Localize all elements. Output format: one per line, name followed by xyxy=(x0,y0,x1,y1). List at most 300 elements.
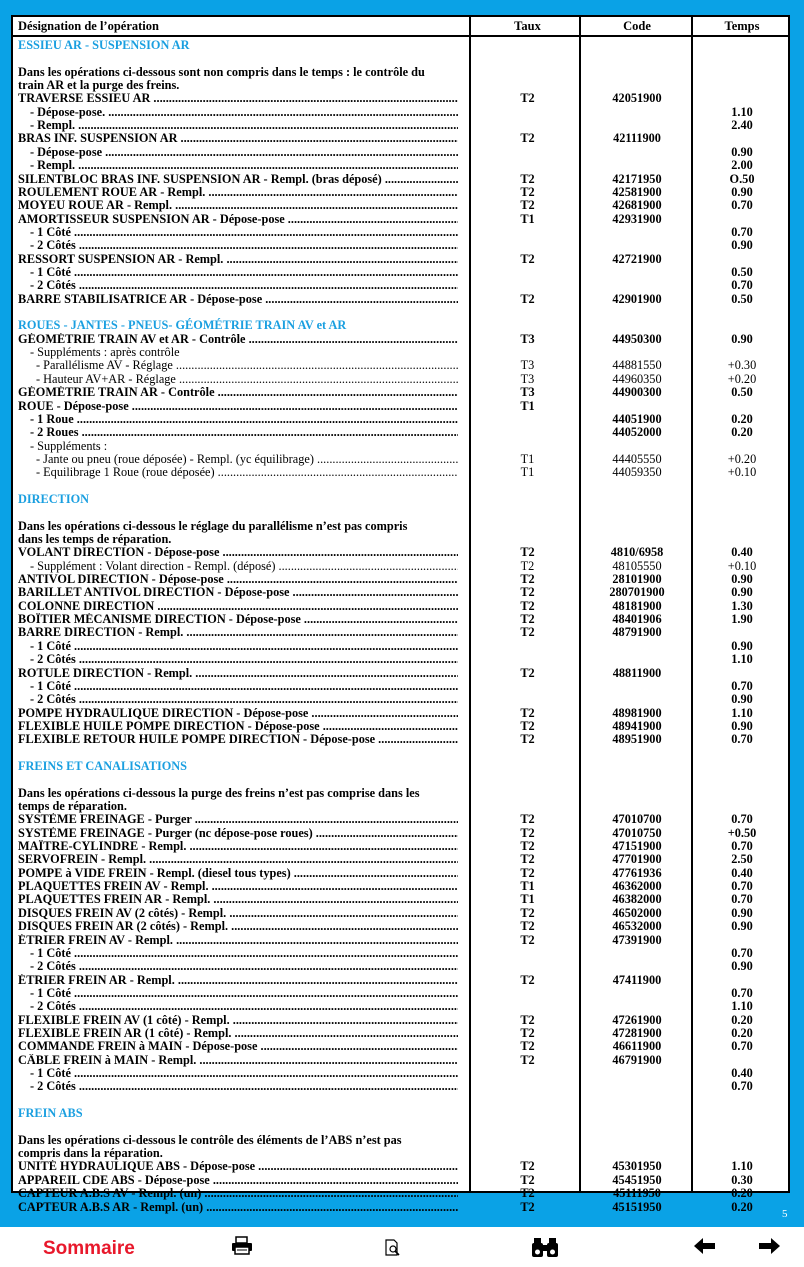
cell-designation: COMMANDE FREIN à MAIN - Dépose-pose ..... xyxy=(18,1040,458,1053)
cell-taux: T2 xyxy=(520,184,535,199)
cell-taux: T1 xyxy=(520,211,535,226)
table-row xyxy=(13,893,788,906)
cell-designation: SYSTÈME FREINAGE - Purger ..... xyxy=(18,813,458,826)
header-designation: Désignation de l’opération xyxy=(18,19,159,33)
header-temps: Temps xyxy=(724,19,760,33)
cell-code: 48401906 xyxy=(612,612,662,627)
cell-designation: AMORTISSEUR SUSPENSION AR - Dépose-pose ..... xyxy=(18,213,458,226)
table-row xyxy=(13,840,788,853)
cell-code: 42111900 xyxy=(613,131,661,146)
table-row xyxy=(13,546,788,559)
cell-taux: T1 xyxy=(520,398,535,413)
cell-designation: train AR et la purge des freins. xyxy=(18,78,180,92)
cell-taux: T3 xyxy=(520,371,535,386)
cell-taux: T2 xyxy=(520,198,535,213)
cell-designation: - 2 Côtés ..... xyxy=(18,653,458,666)
table-row xyxy=(13,333,788,346)
cell-temps: 0.20 xyxy=(731,425,753,440)
cell-code: 45151950 xyxy=(612,1199,662,1214)
cell-code: 42171950 xyxy=(612,171,662,186)
cell-taux: T2 xyxy=(520,665,535,680)
table-row xyxy=(13,186,788,199)
table-row xyxy=(13,1174,788,1187)
cell-taux: T2 xyxy=(520,1172,535,1187)
cell-temps: 0.70 xyxy=(731,732,753,747)
cell-code: 48811900 xyxy=(612,665,662,680)
cell-temps: +0.30 xyxy=(727,358,757,373)
cell-temps: 0.70 xyxy=(731,879,753,894)
supplement-label xyxy=(13,440,788,453)
supplement-row xyxy=(13,359,788,372)
cell-designation: GÉOMÉTRIE TRAIN AR - Contrôle ..... xyxy=(18,386,458,399)
supplement-row xyxy=(13,560,788,573)
table-row xyxy=(13,386,788,399)
cell-taux: T2 xyxy=(520,545,535,560)
section-heading xyxy=(13,760,788,773)
cell-temps: 0.50 xyxy=(731,291,753,306)
table-row xyxy=(13,253,788,266)
table-row xyxy=(13,199,788,212)
cell-designation: DISQUES FREIN AR (2 côtés) - Rempl. ..... xyxy=(18,920,458,933)
cell-taux: T2 xyxy=(520,558,535,573)
cell-designation: ÉTRIER FREIN AR - Rempl. ..... xyxy=(18,974,458,987)
arrow-right-icon[interactable] xyxy=(758,1238,780,1259)
cell-taux: T2 xyxy=(520,291,535,306)
cell-temps: 0.30 xyxy=(731,1172,753,1187)
table-row xyxy=(13,733,788,746)
table-row xyxy=(13,293,788,306)
cell-designation: ROUES - JANTES - PNEUS- GÉOMÉTRIE TRAIN AV et AR xyxy=(18,318,347,333)
table-subrow xyxy=(13,680,788,693)
cell-temps: 0.40 xyxy=(731,865,753,880)
section-note xyxy=(13,1134,788,1147)
cell-temps: 0.70 xyxy=(731,839,753,853)
table-row xyxy=(13,600,788,613)
cell-temps: 0.90 xyxy=(731,959,753,974)
cell-temps: 0.50 xyxy=(731,385,753,400)
cell-code: 47010750 xyxy=(612,825,662,840)
cell-designation: - 1 Côté ..... xyxy=(18,640,458,653)
cell-code: 44900300 xyxy=(612,385,662,400)
cell-temps: 0.90 xyxy=(731,331,753,346)
table-row xyxy=(13,707,788,720)
cell-designation: - 1 Roue ..... xyxy=(18,413,458,426)
cell-designation: - 2 Côtés ..... xyxy=(18,239,458,252)
cell-designation: FREINS ET CANALISATIONS xyxy=(18,758,188,773)
cell-designation: - Suppléments : xyxy=(30,439,108,453)
section-note xyxy=(13,79,788,92)
table-row xyxy=(13,974,788,987)
cell-taux: T2 xyxy=(520,905,535,920)
cell-taux: T2 xyxy=(520,972,535,987)
cell-designation: - Hauteur AV+AR - Réglage ..... xyxy=(18,373,458,386)
section-note xyxy=(13,800,788,813)
cell-code: 44950300 xyxy=(612,331,662,346)
cell-designation: COLONNE DIRECTION ..... xyxy=(18,600,458,613)
cell-temps: 0.70 xyxy=(731,1039,753,1054)
cell-temps: 1.10 xyxy=(731,652,753,667)
table-row xyxy=(13,626,788,639)
printer-icon[interactable] xyxy=(231,1236,253,1261)
section-heading xyxy=(13,39,788,52)
cell-code: 44059350 xyxy=(612,465,662,480)
cell-code: 47281900 xyxy=(612,1025,662,1040)
cell-designation: SYSTÈME FREINAGE - Purger (nc dépose-pose roues) ..... xyxy=(18,827,458,840)
cell-taux: T3 xyxy=(520,331,535,346)
search-page-icon[interactable] xyxy=(384,1239,402,1262)
cell-designation: - Rempl. ..... xyxy=(18,159,458,172)
table-subrow xyxy=(13,947,788,960)
cell-code: 48981900 xyxy=(612,705,662,720)
cell-taux: T1 xyxy=(520,465,535,480)
cell-designation: FLEXIBLE FREIN AV (1 côté) - Rempl. ..... xyxy=(18,1014,458,1027)
cell-designation: RESSORT SUSPENSION AR - Rempl. ..... xyxy=(18,253,458,266)
cell-designation: - 1 Côté ..... xyxy=(18,680,458,693)
table-subrow xyxy=(13,987,788,1000)
cell-code: 42681900 xyxy=(612,198,662,213)
cell-code: 42581900 xyxy=(612,184,662,199)
cell-taux: T2 xyxy=(520,612,535,627)
cell-designation: ROTULE DIRECTION - Rempl. ..... xyxy=(18,667,458,680)
cell-taux: T1 xyxy=(520,879,535,894)
cell-temps: 0.70 xyxy=(731,678,753,693)
cell-designation: - 1 Côté ..... xyxy=(18,1067,458,1080)
cell-designation: APPAREIL CDE ABS - Dépose-pose ..... xyxy=(18,1174,458,1187)
cell-code: 48181900 xyxy=(612,598,662,613)
cell-temps: 1.10 xyxy=(731,104,753,119)
cell-temps: 1.10 xyxy=(731,705,753,720)
cell-code: 47151900 xyxy=(612,839,662,853)
cell-designation: CAPTEUR A.B.S AR - Rempl. (un) ..... xyxy=(18,1201,458,1214)
cell-designation: - Suppléments : après contrôle xyxy=(30,346,180,360)
cell-designation: FLEXIBLE RETOUR HUILE POMPE DIRECTION - Dépose-pose ..... xyxy=(18,733,458,746)
cell-temps: 1.90 xyxy=(731,612,753,627)
cell-designation: - Dépose-pose. ..... xyxy=(18,106,458,119)
cell-designation: Dans les opérations ci-dessous sont non compris dans le temps : le contrôle du xyxy=(18,64,425,79)
section-note xyxy=(13,66,788,79)
cell-temps: 0.40 xyxy=(731,545,753,560)
cell-code: 44960350 xyxy=(612,371,662,386)
cell-code: 42721900 xyxy=(612,251,662,266)
table-subrow xyxy=(13,640,788,653)
table-subrow xyxy=(13,106,788,119)
table-subrow xyxy=(13,159,788,172)
cell-designation: FREIN ABS xyxy=(18,1106,83,1120)
table-row xyxy=(13,132,788,145)
cell-temps: 1.30 xyxy=(731,598,753,613)
table-row xyxy=(13,92,788,105)
cell-designation: Dans les opérations ci-dessous le contrôle des éléments de l’ABS n’est pas xyxy=(18,1132,402,1147)
section-note xyxy=(13,533,788,546)
cell-code: 280701900 xyxy=(609,585,665,600)
document-page xyxy=(11,15,790,1214)
table-row xyxy=(13,853,788,866)
cell-temps: +0.20 xyxy=(727,371,757,386)
cell-temps: 0.90 xyxy=(731,184,753,199)
cell-designation: - 2 Côtés ..... xyxy=(18,1080,458,1093)
cell-taux: T2 xyxy=(520,865,535,880)
cell-temps: 0.90 xyxy=(731,638,753,653)
cell-taux: T2 xyxy=(520,919,535,934)
cell-designation: - Rempl. ..... xyxy=(18,119,458,132)
cell-designation: ÉTRIER FREIN AV - Rempl. ..... xyxy=(18,934,458,947)
cell-designation: POMPE à VIDE FREIN - Rempl. (diesel tous types) ..... xyxy=(18,867,458,880)
cell-code: 44051900 xyxy=(612,411,662,426)
cell-taux: T2 xyxy=(520,91,535,106)
table-subrow xyxy=(13,146,788,159)
cell-temps: 0.90 xyxy=(731,919,753,934)
cell-designation: - 1 Côté ..... xyxy=(18,987,458,1000)
cell-designation: BARRE STABILISATRICE AR - Dépose-pose ..... xyxy=(18,293,458,306)
cell-code: 44405550 xyxy=(612,451,662,466)
cell-temps: 0.20 xyxy=(731,411,753,426)
cell-taux: T2 xyxy=(520,812,535,827)
cell-temps: 0.70 xyxy=(731,1079,753,1094)
table-row xyxy=(13,613,788,626)
cell-code: 48105550 xyxy=(612,558,662,573)
table-row xyxy=(13,880,788,893)
cell-taux: T2 xyxy=(520,171,535,186)
cell-code: 46532000 xyxy=(612,919,662,934)
cell-taux: T2 xyxy=(520,1199,535,1214)
cell-temps: 0.70 xyxy=(731,224,753,239)
table-row xyxy=(13,1187,788,1200)
cell-code: 46502000 xyxy=(612,905,662,920)
cell-designation: - Supplément : Volant direction - Rempl. (déposé) ..... xyxy=(18,560,458,573)
cell-taux: T1 xyxy=(520,451,535,466)
section-note xyxy=(13,520,788,533)
cell-temps: 0.70 xyxy=(731,985,753,1000)
cell-designation: CÂBLE FREIN à MAIN - Rempl. ..... xyxy=(18,1054,458,1067)
cell-code: 4810/6958 xyxy=(610,545,664,560)
cell-designation: TRAVERSE ESSIEU AR ..... xyxy=(18,92,458,105)
cell-designation: VOLANT DIRECTION - Dépose-pose ..... xyxy=(18,546,458,559)
table-row xyxy=(13,1201,788,1214)
cell-code: 47761936 xyxy=(612,865,662,880)
cell-taux: T2 xyxy=(520,825,535,840)
cell-taux: T2 xyxy=(520,1025,535,1040)
cell-code: 46791900 xyxy=(612,1052,662,1067)
cell-temps: 0.70 xyxy=(731,892,753,907)
cell-code: 44052000 xyxy=(612,425,662,440)
cell-temps: 0.50 xyxy=(731,264,753,279)
cell-temps: +0.10 xyxy=(727,558,757,573)
cell-code: 45111950 xyxy=(613,1186,661,1201)
cell-temps: 1.10 xyxy=(731,999,753,1014)
table-subrow xyxy=(13,693,788,706)
cell-designation: CAPTEUR A.B.S AV - Rempl. (un) ..... xyxy=(18,1187,458,1200)
table-row xyxy=(13,667,788,680)
table-row xyxy=(13,720,788,733)
cell-designation: POMPE HYDRAULIQUE DIRECTION - Dépose-pose ..... xyxy=(18,707,458,720)
cell-designation: ANTIVOL DIRECTION - Dépose-pose ..... xyxy=(18,573,458,586)
supplement-row xyxy=(13,373,788,386)
cell-designation: SILENTBLOC BRAS INF. SUSPENSION AR - Rempl. (bras déposé) ..... xyxy=(18,173,458,186)
cell-taux: T2 xyxy=(520,1012,535,1027)
cell-code: 45451950 xyxy=(612,1172,662,1187)
cell-temps: 0.20 xyxy=(731,1199,753,1214)
cell-temps: 2.00 xyxy=(731,158,753,173)
cell-temps: 1.10 xyxy=(731,1159,753,1174)
cell-designation: - Dépose-pose ..... xyxy=(18,146,458,159)
cell-code: 48951900 xyxy=(612,732,662,747)
table-subrow xyxy=(13,226,788,239)
cell-designation: - 1 Côté ..... xyxy=(18,266,458,279)
cell-temps: 0.70 xyxy=(731,278,753,293)
cell-taux: T2 xyxy=(520,1052,535,1067)
cell-taux: T2 xyxy=(520,1159,535,1174)
cell-designation: ESSIEU AR - SUSPENSION AR xyxy=(18,38,190,52)
cell-designation: Dans les opérations ci-dessous le réglage du parallélisme n’est pas compris xyxy=(18,518,408,533)
cell-temps: 0.20 xyxy=(731,1012,753,1027)
cell-designation: UNITÉ HYDRAULIQUE ABS - Dépose-pose ..... xyxy=(18,1160,458,1173)
table-row xyxy=(13,1040,788,1053)
cell-temps: 0.20 xyxy=(731,1186,753,1201)
cell-taux: T2 xyxy=(520,251,535,266)
cell-taux: T3 xyxy=(520,358,535,373)
cell-designation: GÉOMÉTRIE TRAIN AV et AR - Contrôle ..... xyxy=(18,333,458,346)
cell-temps: +0.10 xyxy=(727,465,757,480)
cell-designation: ROUE - Dépose-pose ..... xyxy=(18,400,458,413)
header-code: Code xyxy=(623,19,651,33)
table-row xyxy=(13,920,788,933)
cell-designation: compris dans la réparation. xyxy=(18,1146,163,1161)
cell-temps: 0.90 xyxy=(731,144,753,159)
cell-code: 42051900 xyxy=(612,91,662,106)
cell-designation: FLEXIBLE FREIN AR (1 côté) - Rempl. ..... xyxy=(18,1027,458,1040)
cell-taux: T2 xyxy=(520,932,535,947)
table-subrow xyxy=(13,413,788,426)
cell-taux: T2 xyxy=(520,625,535,640)
cell-designation: - 1 Côté ..... xyxy=(18,947,458,960)
cell-designation: SERVOFREIN - Rempl. ..... xyxy=(18,853,458,866)
table-row xyxy=(13,813,788,826)
supplement-row xyxy=(13,453,788,466)
cell-designation: FLEXIBLE HUILE POMPE DIRECTION - Dépose-pose ..... xyxy=(18,720,458,733)
cell-taux: T2 xyxy=(520,852,535,867)
table-subrow xyxy=(13,653,788,666)
table-row xyxy=(13,1014,788,1027)
table-subrow xyxy=(13,1067,788,1080)
cell-taux: T2 xyxy=(520,705,535,720)
table-row xyxy=(13,213,788,226)
cell-code: 28101900 xyxy=(612,572,662,586)
arrow-left-icon[interactable] xyxy=(694,1238,716,1259)
cell-temps: 0.70 xyxy=(731,198,753,213)
cell-designation: BARILLET ANTIVOL DIRECTION - Dépose-pose ..... xyxy=(18,586,458,599)
supplement-row xyxy=(13,466,788,479)
table-row xyxy=(13,173,788,186)
table-header xyxy=(13,17,788,37)
supplement-label xyxy=(13,346,788,359)
cell-designation: DISQUES FREIN AV (2 côtés) - Rempl. ..... xyxy=(18,907,458,920)
section-note xyxy=(13,1147,788,1160)
table-subrow xyxy=(13,426,788,439)
section-note xyxy=(13,787,788,800)
cell-designation: - Jante ou pneu (roue déposée) - Rempl. (yc équilibrage) ..... xyxy=(18,453,458,466)
cell-taux: T2 xyxy=(520,718,535,733)
section-heading xyxy=(13,319,788,332)
table-row xyxy=(13,827,788,840)
cell-code: 42901900 xyxy=(612,291,662,306)
cell-temps: 0.40 xyxy=(731,1066,753,1080)
cell-designation: - 1 Côté ..... xyxy=(18,226,458,239)
cell-designation: ROULEMENT ROUE AR - Rempl. ..... xyxy=(18,186,458,199)
cell-temps: 0.90 xyxy=(731,718,753,733)
cell-taux: T1 xyxy=(520,892,535,907)
page-number: 5 xyxy=(782,1208,788,1220)
table-subrow xyxy=(13,266,788,279)
cell-temps: 0.20 xyxy=(731,1025,753,1040)
cell-code: 47411900 xyxy=(612,972,662,987)
cell-code: 47391900 xyxy=(612,932,662,947)
cell-designation: Dans les opérations ci-dessous la purge des freins n’est pas comprise dans les xyxy=(18,785,420,800)
table-row xyxy=(13,586,788,599)
header-taux: Taux xyxy=(514,19,541,33)
cell-temps: 0.90 xyxy=(731,905,753,920)
footer-nav xyxy=(0,1227,804,1267)
section-heading xyxy=(13,493,788,506)
cell-code: 47010700 xyxy=(612,812,662,827)
table-row xyxy=(13,400,788,413)
sommaire-link[interactable]: Sommaire xyxy=(43,1238,135,1259)
cell-temps: 2.40 xyxy=(731,118,753,133)
table-row xyxy=(13,1054,788,1067)
cell-taux: T2 xyxy=(520,732,535,747)
cell-designation: BARRE DIRECTION - Rempl. ..... xyxy=(18,626,458,639)
cell-code: 44881550 xyxy=(612,358,662,373)
cell-code: 46382000 xyxy=(612,892,662,907)
cell-code: 48941900 xyxy=(612,718,662,733)
cell-code: 45301950 xyxy=(612,1159,662,1174)
cell-taux: T2 xyxy=(520,572,535,586)
cell-designation: BOÎTIER MÉCANISME DIRECTION - Dépose-pose ..... xyxy=(18,613,458,626)
cell-designation: - 2 Roues ..... xyxy=(18,426,458,439)
cell-designation: temps de réparation. xyxy=(18,799,127,813)
cell-code: 46362000 xyxy=(612,879,662,894)
table-row xyxy=(13,1027,788,1040)
cell-designation: MAÎTRE-CYLINDRE - Rempl. ..... xyxy=(18,840,458,853)
cell-temps: 0.70 xyxy=(731,812,753,827)
cell-designation: - 2 Côtés ..... xyxy=(18,960,458,973)
table-row xyxy=(13,907,788,920)
cell-taux: T3 xyxy=(520,385,535,400)
cell-code: 48791900 xyxy=(612,625,662,640)
cell-designation: - Parallélisme AV - Réglage ..... xyxy=(18,359,458,372)
cell-taux: T2 xyxy=(520,1186,535,1201)
section-heading xyxy=(13,1107,788,1120)
cell-code: 47701900 xyxy=(612,852,662,867)
cell-designation: DIRECTION xyxy=(18,491,90,506)
cell-designation: MOYEU ROUE AR - Rempl. ..... xyxy=(18,199,458,212)
binoculars-icon[interactable] xyxy=(532,1236,558,1263)
table-subrow xyxy=(13,279,788,292)
cell-taux: T2 xyxy=(520,1039,535,1054)
cell-temps: +0.20 xyxy=(727,451,757,466)
table-subrow xyxy=(13,1080,788,1093)
table-subrow xyxy=(13,119,788,132)
cell-temps: 0.70 xyxy=(731,945,753,960)
cell-temps: 0.90 xyxy=(731,572,753,586)
cell-taux: T2 xyxy=(520,839,535,853)
cell-temps: +0.50 xyxy=(727,825,757,840)
cell-designation: - 2 Côtés ..... xyxy=(18,1000,458,1013)
cell-designation: PLAQUETTES FREIN AV - Rempl. ..... xyxy=(18,880,458,893)
table-subrow xyxy=(13,239,788,252)
table-subrow xyxy=(13,960,788,973)
cell-taux: T2 xyxy=(520,131,535,146)
cell-designation: dans les temps de réparation. xyxy=(18,532,172,546)
